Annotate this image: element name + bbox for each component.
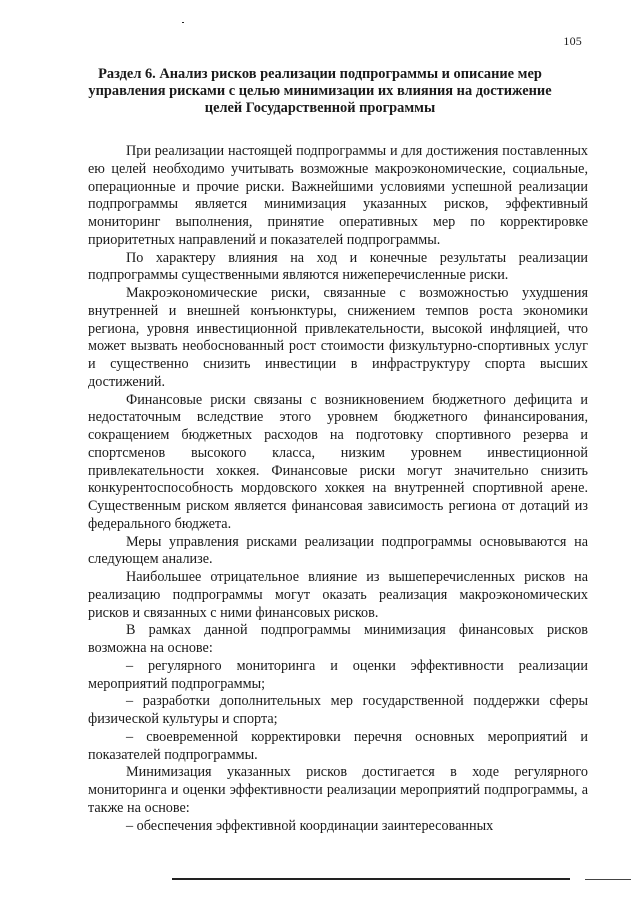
list-item: – разработки дополнительных мер государственной поддержки сферы физической культуры и спорта; (88, 693, 588, 727)
section-title-line: управления рисками с целью минимизации их влияния на достижение (88, 83, 552, 99)
scan-edge-line (585, 879, 631, 880)
paragraph: Наибольшее отрицательное влияние из вышеперечисленных рисков на реализацию подпрограммы могут оказать реализация макроэкономических рисков и связанных с ними финансовых рисков. (88, 569, 588, 621)
section-title-line: целей Государственной программы (204, 100, 436, 116)
paragraph: По характеру влияния на ход и конечные результаты реализации подпрограммы существенными являются нижеперечисленные риски. (88, 249, 588, 284)
paragraph: Макроэкономические риски, связанные с возможностью ухудшения внутренней и внешней конъюнктуры, снижением темпов роста экономики региона, уровня инвестиционной привлекательности, высокой инфляцией, что может вызвать необоснованный рост стоимости физкультурно-спортивных услуг и существенно снизить инвестиции в инфраструктуру спорта высших достижений. (88, 285, 588, 390)
paragraph: При реализации настоящей подпрограммы и для достижения поставленных ею целей необходимо учитывать возможные макроэкономические, социальные, операционные и прочие риски. Важнейшими условиями успешной реализации подпрограммы является минимизация указанных рисков, эффективный мониторинг выполнения, принятие оперативных мер по корректировке приоритетных направлений и показателей подпрограммы. (88, 143, 588, 248)
scan-edge-line (172, 878, 570, 880)
section-title-line: Раздел 6. Анализ рисков реализации подпрограммы и описание мер (98, 66, 542, 82)
page-number: 105 (563, 34, 582, 48)
paragraph: Меры управления рисками реализации подпрограммы основываются на следующем анализе. (88, 533, 588, 568)
paragraph: Минимизация указанных рисков достигается в ходе регулярного мониторинга и оценки эффективности реализации мероприятий подпрограммы, а также на основе: (88, 764, 588, 816)
section-title (80, 66, 560, 117)
paragraph: В рамках данной подпрограммы минимизация финансовых рисков возможна на основе: (88, 622, 588, 656)
paragraph: Финансовые риски связаны с возникновением бюджетного дефицита и недостаточным вследствие этого уровнем бюджетного финансирования, сокращением бюджетных расходов на подготовку спортивного резерва и спортсменов высокого класса, низким уровнем инвестиционной привлекательности хоккея. Финансовые риски могут значительно снизить конкурентоспособность мордовского хоккея на внутренней спортивной арене. Существенным риском является финансовая зависимость региона от дотаций из федерального бюджета. (88, 391, 588, 532)
scan-speck (182, 22, 184, 23)
list-item: – своевременной корректировки перечня основных мероприятий и показателей подпрограммы. (88, 728, 588, 763)
list-item: – обеспечения эффективной координации заинтересованных (126, 817, 494, 834)
body-text (88, 143, 588, 835)
list-item: – регулярного мониторинга и оценки эффективности реализации мероприятий подпрограммы; (88, 657, 588, 692)
